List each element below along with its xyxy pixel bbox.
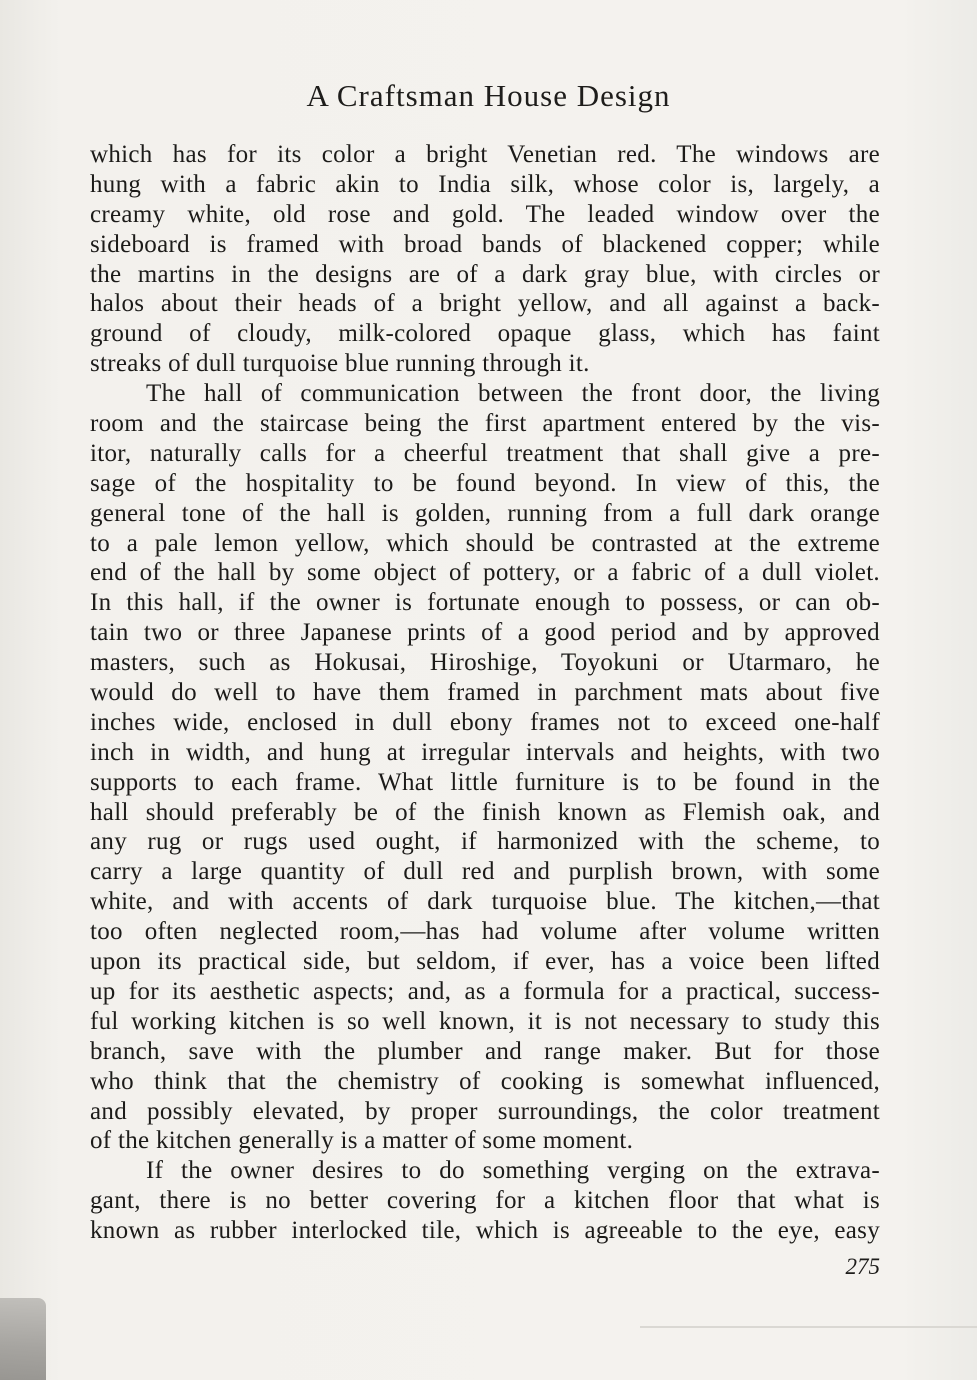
text-line: sideboard is framed with broad bands of blackened copper; while xyxy=(90,230,880,258)
text-line: would do well to have them framed in parchment mats about five xyxy=(90,679,880,707)
text-line: tain two or three Japanese prints of a good period and by approved xyxy=(90,619,880,647)
text-line: who think that the chemistry of cooking is somewhat influenced, xyxy=(90,1067,880,1095)
text-line: masters, such as Hokusai, Hiroshige, Toyokuni or Utarmaro, he xyxy=(90,649,880,677)
text-line: room and the staircase being the first apartment entered by the vis- xyxy=(90,410,880,438)
running-head: A Craftsman House Design xyxy=(306,78,671,113)
text-line: sage of the hospitality to be found beyond. In view of this, the xyxy=(90,469,880,497)
text-line: up for its aesthetic aspects; and, as a formula for a practical, success- xyxy=(90,977,880,1005)
text-line: and possibly elevated, by proper surroundings, the color treatment xyxy=(90,1097,880,1125)
text-line: gant, there is no better covering for a kitchen floor that what is xyxy=(90,1187,880,1215)
text-line: In this hall, if the owner is fortunate enough to possess, or can ob- xyxy=(90,589,880,617)
text-line: hung with a fabric akin to India silk, whose color is, largely, a xyxy=(90,170,880,198)
text-line: ground of cloudy, milk-colored opaque glass, which has faint xyxy=(90,320,880,348)
text-line: to a pale lemon yellow, which should be contrasted at the extreme xyxy=(90,529,880,557)
page-number: 275 xyxy=(845,1254,880,1279)
text-line: halos about their heads of a bright yellow, and all against a back- xyxy=(90,290,880,318)
body-text xyxy=(90,140,880,1246)
text-line: creamy white, old rose and gold. The leaded window over the xyxy=(90,200,880,228)
text-line: of the kitchen generally is a matter of some moment. xyxy=(90,1127,634,1155)
text-line: the martins in the designs are of a dark gray blue, with circles or xyxy=(90,260,880,288)
text-line: branch, save with the plumber and range maker. But for those xyxy=(90,1037,880,1065)
text-line: carry a large quantity of dull red and purplish brown, with some xyxy=(90,858,880,886)
text-line: inches wide, enclosed in dull ebony frames not to exceed one-half xyxy=(90,708,880,736)
page-edge-shadow xyxy=(0,1298,46,1380)
text-line: any rug or rugs used ought, if harmonized with the scheme, to xyxy=(90,828,880,856)
page-edge-line xyxy=(640,1326,977,1328)
text-line: supports to each frame. What little furniture is to be found in the xyxy=(90,768,880,796)
text-line: general tone of the hall is golden, running from a full dark orange xyxy=(90,499,880,527)
text-line: ful working kitchen is so well known, it is not necessary to study this xyxy=(90,1007,880,1035)
text-line: The hall of communication between the front door, the living xyxy=(146,380,880,408)
text-line: which has for its color a bright Venetian red. The windows are xyxy=(90,141,880,168)
text-line: white, and with accents of dark turquoise blue. The kitchen,—that xyxy=(90,888,880,916)
text-line: streaks of dull turquoise blue running through it. xyxy=(90,350,590,378)
text-line: itor, naturally calls for a cheerful treatment that shall give a pre- xyxy=(90,439,880,467)
text-line: known as rubber interlocked tile, which is agreeable to the eye, easy xyxy=(90,1217,880,1245)
text-line: too often neglected room,—has had volume after volume written xyxy=(90,918,880,946)
text-line: hall should preferably be of the finish known as Flemish oak, and xyxy=(90,798,880,826)
text-line: If the owner desires to do something verging on the extrava- xyxy=(146,1157,880,1185)
text-line: end of the hall by some object of pottery, or a fabric of a dull violet. xyxy=(90,559,880,587)
text-line: inch in width, and hung at irregular intervals and heights, with two xyxy=(90,738,880,766)
text-line: upon its practical side, but seldom, if ever, has a voice been lifted xyxy=(90,948,880,976)
